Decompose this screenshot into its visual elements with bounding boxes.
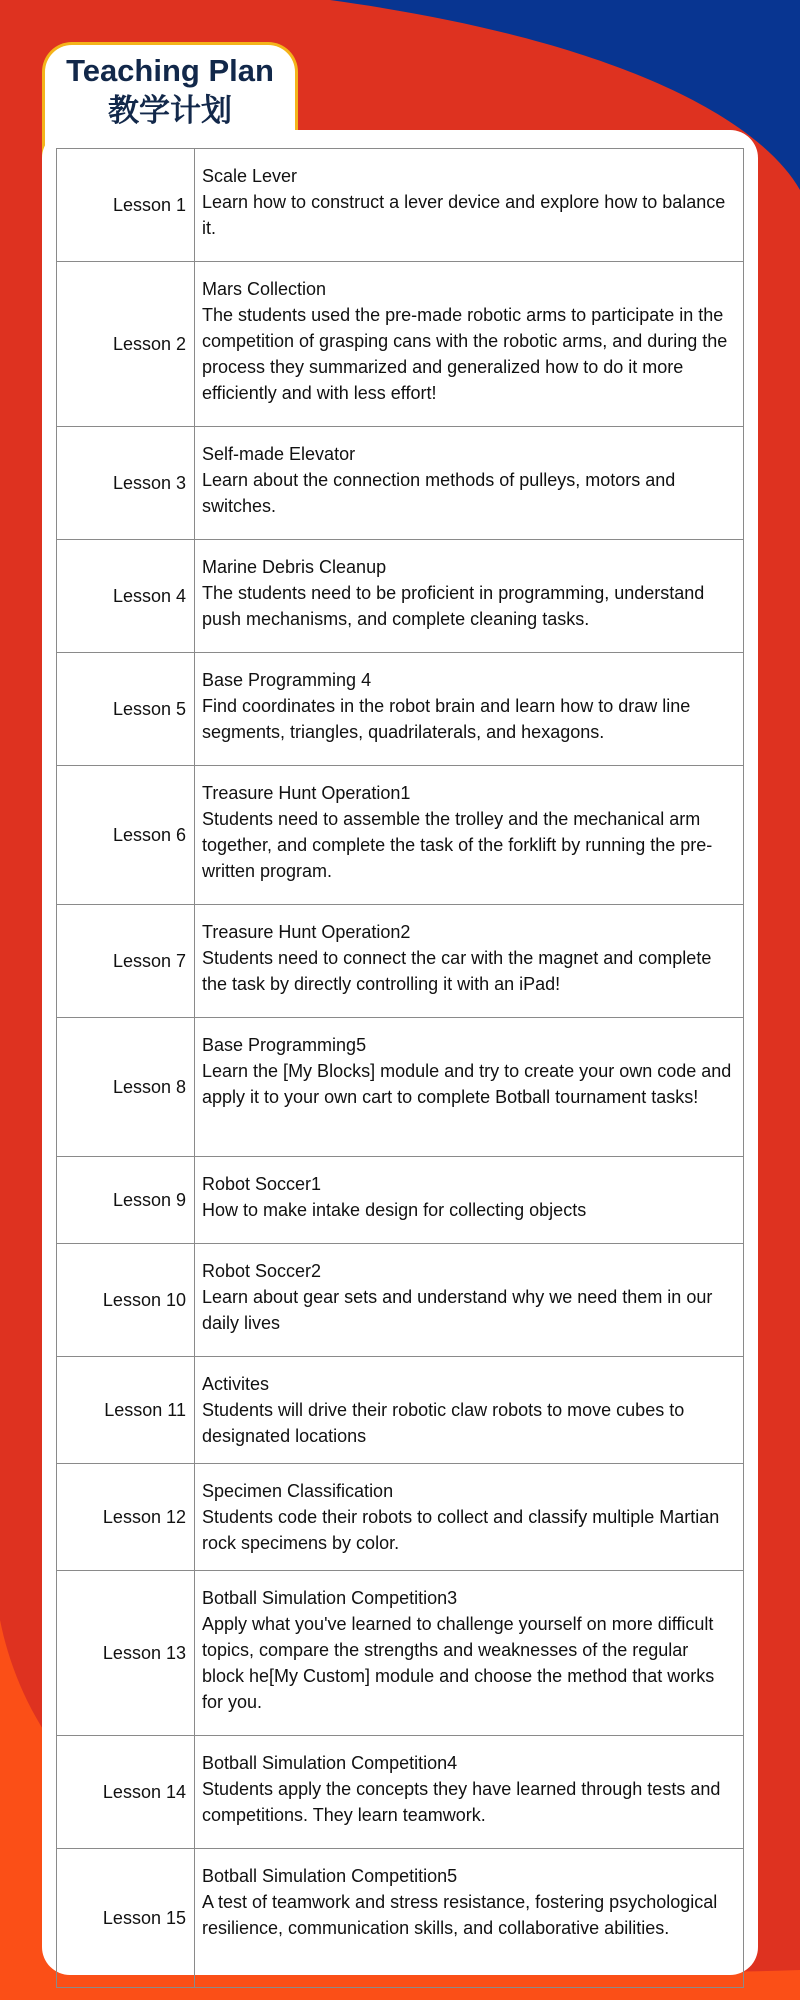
teaching-plan-table	[56, 148, 744, 1988]
lesson-label: Lesson 7	[57, 905, 195, 1018]
lesson-title: Botball Simulation Competition4	[202, 1753, 458, 1773]
lesson-details	[195, 149, 744, 262]
lesson-label: Lesson 11	[57, 1357, 195, 1464]
lesson-title: Base Programming 4	[202, 670, 372, 690]
lesson-description: Learn about the connection methods of pulleys, motors and switches.	[202, 470, 676, 516]
lesson-label: Lesson 4	[57, 540, 195, 653]
lesson-title: Self-made Elevator	[202, 444, 356, 464]
table-row	[57, 1571, 744, 1736]
table-row	[57, 766, 744, 905]
lesson-label: Lesson 3	[57, 427, 195, 540]
lesson-description: Apply what you've learned to challenge yourself on more difficult topics, compare the strengths and weaknesses of the regular block he[My Custom] module and choose the method that works for you.	[202, 1614, 715, 1712]
lesson-details	[195, 766, 744, 905]
lesson-description: Learn about gear sets and understand why we need them in our daily lives	[202, 1287, 713, 1333]
lesson-details	[195, 1571, 744, 1736]
lesson-details	[195, 540, 744, 653]
lesson-label: Lesson 10	[57, 1244, 195, 1357]
lesson-details	[195, 1244, 744, 1357]
table-row	[57, 427, 744, 540]
lesson-label: Lesson 5	[57, 653, 195, 766]
lesson-details	[195, 427, 744, 540]
lesson-details	[195, 1157, 744, 1244]
table-row	[57, 1244, 744, 1357]
lesson-details	[195, 653, 744, 766]
lesson-title: Treasure Hunt Operation1	[202, 783, 411, 803]
lesson-description: Students apply the concepts they have learned through tests and competitions. They learn teamwork.	[202, 1779, 721, 1825]
lesson-details	[195, 1464, 744, 1571]
lesson-label: Lesson 12	[57, 1464, 195, 1571]
table-row	[57, 1357, 744, 1464]
lesson-label: Lesson 1	[57, 149, 195, 262]
lesson-description: A test of teamwork and stress resistance, fostering psychological resilience, communication skills, and collaborative abilities.	[202, 1892, 718, 1938]
lesson-label: Lesson 9	[57, 1157, 195, 1244]
lesson-title: Robot Soccer1	[202, 1174, 322, 1194]
lesson-description: Students code their robots to collect and classify multiple Martian rock specimens by color.	[202, 1507, 720, 1553]
lesson-description: Learn the [My Blocks] module and try to create your own code and apply it to your own cart to complete Botball tournament tasks!	[202, 1061, 732, 1107]
lesson-description: The students used the pre-made robotic arms to participate in the competition of grasping cans with the robotic arms, and during the process they summarized and generalized how to do it more efficiently and with less effort!	[202, 305, 728, 403]
lesson-label: Lesson 6	[57, 766, 195, 905]
lesson-details	[195, 1736, 744, 1849]
lesson-description: Students need to connect the car with the magnet and complete the task by directly controlling it with an iPad!	[202, 948, 712, 994]
table-row	[57, 1157, 744, 1244]
lesson-details	[195, 905, 744, 1018]
lesson-title: Robot Soccer2	[202, 1261, 322, 1281]
lesson-description: Learn how to construct a lever device and explore how to balance it.	[202, 192, 726, 238]
table-row	[57, 1018, 744, 1157]
lesson-label: Lesson 8	[57, 1018, 195, 1157]
table-row	[57, 905, 744, 1018]
table-row	[57, 262, 744, 427]
lesson-details	[195, 262, 744, 427]
lesson-details	[195, 1849, 744, 1988]
lesson-label: Lesson 14	[57, 1736, 195, 1849]
lesson-title: Botball Simulation Competition5	[202, 1866, 458, 1886]
table-row	[57, 1849, 744, 1988]
lesson-title: Base Programming5	[202, 1035, 367, 1055]
lesson-details	[195, 1357, 744, 1464]
lesson-title: Botball Simulation Competition3	[202, 1588, 458, 1608]
lesson-title: Specimen Classification	[202, 1481, 394, 1501]
table-row	[57, 149, 744, 262]
lesson-description: Students will drive their robotic claw robots to move cubes to designated locations	[202, 1400, 685, 1446]
lesson-title: Activites	[202, 1374, 270, 1394]
page-title: Teaching Plan	[66, 53, 274, 88]
lesson-label: Lesson 13	[57, 1571, 195, 1736]
table-row	[57, 653, 744, 766]
table-row	[57, 1736, 744, 1849]
lesson-description: Students need to assemble the trolley and the mechanical arm together, and complete the task of the forklift by running the pre-written program.	[202, 809, 713, 881]
table-row	[57, 1464, 744, 1571]
lesson-description: The students need to be proficient in programming, understand push mechanisms, and complete cleaning tasks.	[202, 583, 705, 629]
page-subtitle: 教学计划	[108, 93, 232, 128]
lesson-details	[195, 1018, 744, 1157]
lesson-label: Lesson 2	[57, 262, 195, 427]
lesson-description: How to make intake design for collecting objects	[202, 1200, 587, 1220]
lesson-title: Mars Collection	[202, 279, 327, 299]
lesson-title: Marine Debris Cleanup	[202, 557, 387, 577]
table-row	[57, 540, 744, 653]
lesson-label: Lesson 15	[57, 1849, 195, 1988]
lesson-description: Find coordinates in the robot brain and learn how to draw line segments, triangles, quadrilaterals, and hexagons.	[202, 696, 691, 742]
lesson-title: Scale Lever	[202, 166, 298, 186]
lesson-title: Treasure Hunt Operation2	[202, 922, 411, 942]
